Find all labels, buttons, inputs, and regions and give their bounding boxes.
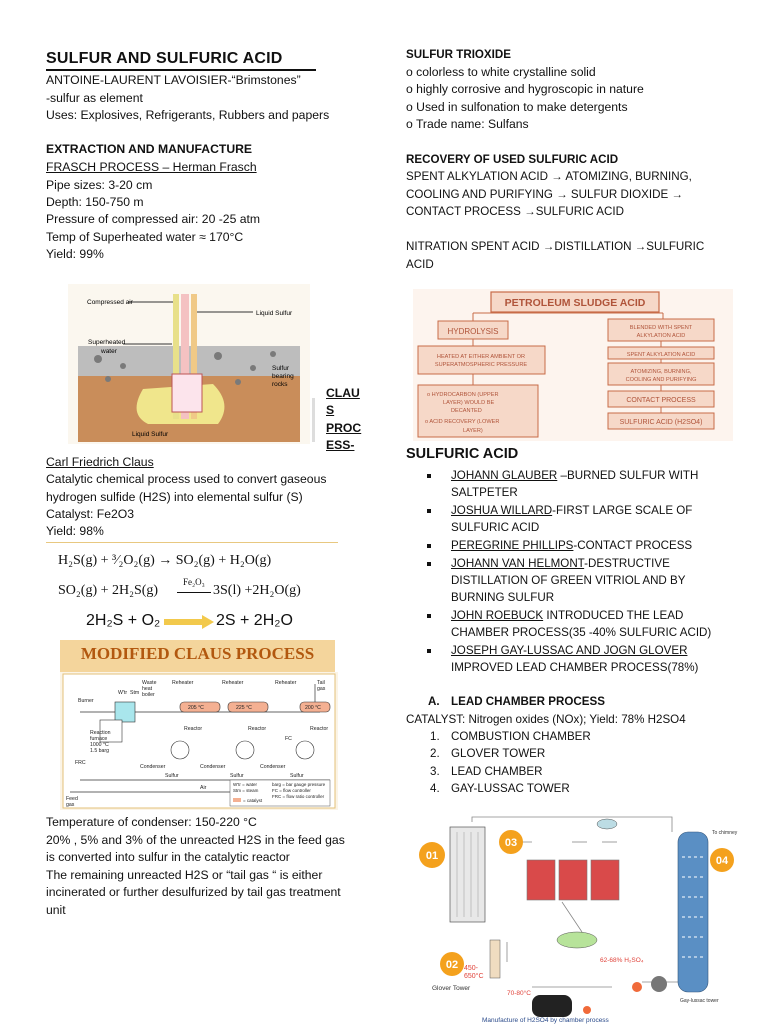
history-item-5-cont: CHAMBER PROCESS(35 -40% SULFURIC ACID) bbox=[451, 626, 712, 639]
flow-hc-5: LAYER) bbox=[463, 428, 483, 434]
svg-text:Reactor: Reactor bbox=[248, 726, 267, 732]
step-3-num: 3. bbox=[430, 765, 440, 778]
title-underline bbox=[46, 69, 316, 71]
svg-text:1.5 barg: 1.5 barg bbox=[90, 748, 110, 754]
bullet-marker bbox=[427, 544, 431, 548]
equation-2-right: 3S(l) +2H₂O(g) bbox=[213, 583, 301, 598]
claus-catalyst: Catalyst: Fe2O3 bbox=[46, 507, 135, 521]
svg-text:Waste: Waste bbox=[142, 680, 157, 686]
lc-glover-label: Glover Tower bbox=[432, 985, 471, 992]
recovery-line-2: COOLING AND PURIFYING → SULFUR DIOXIDE → bbox=[406, 188, 683, 201]
history-item-4-cont2: BURNING SULFUR bbox=[451, 591, 555, 604]
flow-blended-1: BLENDED WITH SPENT bbox=[629, 325, 693, 331]
mc-legend-catalyst-swatch bbox=[233, 798, 241, 802]
lead-chamber-diagram bbox=[412, 812, 758, 1024]
claus-side-3: PROC bbox=[326, 421, 362, 435]
recovery-line-3: CONTACT PROCESS →SULFURIC ACID bbox=[406, 205, 624, 218]
lead-catalyst: CATALYST: Nitrogen oxides (NOx); Yield: 78% H2SO4 bbox=[406, 713, 686, 726]
svg-text:FRC: FRC bbox=[75, 760, 86, 766]
step-2-num: 2. bbox=[430, 747, 440, 760]
flow-atomizing-2: COOLING AND PURIFYING bbox=[625, 377, 697, 383]
frasch-process-diagram bbox=[68, 284, 310, 444]
recovery-line-1: SPENT ALKYLATION ACID → ATOMIZING, BURNING, bbox=[406, 170, 692, 183]
recovery-heading: RECOVERY OF USED SULFURIC ACID bbox=[406, 153, 619, 166]
equation-3-right: 2S + 2H₂O bbox=[216, 612, 293, 629]
lc-pump-2 bbox=[583, 1006, 591, 1014]
history-item-2 bbox=[451, 502, 692, 520]
step-1-num: 1. bbox=[430, 730, 440, 743]
yellow-arrow bbox=[164, 615, 214, 629]
sludge-flowchart bbox=[413, 289, 733, 441]
step-3: LEAD CHAMBER bbox=[451, 765, 543, 778]
bullet-marker bbox=[427, 614, 431, 618]
lc-water-tank bbox=[597, 819, 617, 829]
history-item-4 bbox=[451, 555, 670, 573]
lc-badge-01-text: 01 bbox=[425, 850, 439, 862]
svg-text:boiler: boiler bbox=[142, 692, 155, 698]
depth: Depth: 150-750 m bbox=[46, 195, 144, 209]
pipe-size: Pipe sizes: 3-20 cm bbox=[46, 178, 153, 192]
sulfuric-acid-heading: SULFURIC ACID bbox=[406, 446, 519, 462]
svg-text:FC: FC bbox=[285, 736, 292, 742]
svg-text:205 °C: 205 °C bbox=[188, 705, 204, 711]
label-liquid-sulfur-out: Liquid Sulfur bbox=[256, 310, 293, 317]
svg-text:Burner: Burner bbox=[78, 698, 94, 704]
svg-text:furnace: furnace bbox=[90, 736, 108, 742]
claus-yield: Yield: 98% bbox=[46, 524, 104, 538]
flow-blended-2: ALKYLATION ACID bbox=[636, 333, 686, 339]
air-pressure: Pressure of compressed air: 20 -25 atm bbox=[46, 212, 261, 226]
flow-hc-4: o ACID RECOVERY (LOWER bbox=[425, 419, 500, 425]
flow-hc-1: o HYDROCARBON (UPPER bbox=[427, 392, 499, 398]
label-sulfur: Sulfur bbox=[272, 365, 289, 372]
modified-claus-title: MODIFIED CLAUS PROCESS bbox=[80, 644, 315, 663]
history-name: PEREGRINE PHILLIPS bbox=[451, 539, 574, 552]
history-rest: –BURNED SULFUR WITH bbox=[557, 469, 699, 482]
history-name: JOHANN VAN HELMONT bbox=[451, 557, 585, 570]
history-item-2-cont: SULFURIC ACID bbox=[451, 521, 540, 534]
history-name: JOHANN GLAUBER bbox=[451, 469, 558, 482]
para-4: incinerated or further desulfurized by tail gas treatment bbox=[46, 885, 341, 899]
equation-2-arrow bbox=[177, 592, 211, 593]
flow-hydrolysis: HYDROLYSIS bbox=[447, 327, 499, 336]
label-superheated: Superheated bbox=[88, 339, 126, 346]
svg-text:barg = bar gauge pressure: barg = bar gauge pressure bbox=[272, 782, 326, 787]
svg-text:Sulfur: Sulfur bbox=[290, 773, 304, 779]
history-item-1 bbox=[451, 467, 698, 485]
svg-text:Stm = steam: Stm = steam bbox=[233, 788, 259, 793]
lc-gay-lussac-tower bbox=[678, 832, 708, 992]
nitration-line-1: NITRATION SPENT ACID →DISTILLATION →SULFURIC bbox=[406, 240, 705, 253]
lavoisier-line: ANTOINE-LAURENT LAVOISIER-“Brimstones” bbox=[46, 73, 301, 87]
svg-text:1000 °C: 1000 °C bbox=[90, 742, 109, 748]
claus-side-4: ESS- bbox=[326, 438, 355, 452]
lc-caption: Manufacture of H2SO4 by chamber process bbox=[482, 1017, 609, 1024]
svg-text:Reactor: Reactor bbox=[310, 726, 329, 732]
so3-heading: SULFUR TRIOXIDE bbox=[406, 48, 511, 61]
mc-furnace bbox=[115, 702, 135, 722]
svg-text:Reaction: Reaction bbox=[90, 730, 111, 736]
flow-title: PETROLEUM SLUDGE ACID bbox=[504, 297, 646, 309]
para-3: The remaining unreacted H2S or “tail gas “ is either bbox=[46, 868, 323, 882]
svg-text:Feed: Feed bbox=[66, 796, 78, 802]
flow-hc-3: DECANTED bbox=[451, 408, 482, 414]
lc-chamber-2 bbox=[559, 860, 587, 900]
step-1: COMBUSTION CHAMBER bbox=[451, 730, 591, 743]
svg-text:Sulfur: Sulfur bbox=[230, 773, 244, 779]
label-compressed-air: Compressed air bbox=[87, 299, 133, 306]
flow-sulfuric: SULFURIC ACID (H2SO4) bbox=[619, 419, 703, 426]
modified-claus-diagram bbox=[60, 672, 338, 810]
lc-acid-tank bbox=[557, 932, 597, 948]
history-name: JOSHUA WILLARD bbox=[451, 504, 553, 517]
condenser-temp: Temperature of condenser: 150-220 °C bbox=[46, 815, 257, 829]
flow-atomizing-1: ATOMIZING, BURNING, bbox=[630, 369, 692, 375]
equation-2-left: SO₂(g) + 2H₂S(g) bbox=[58, 583, 159, 598]
history-item-6-cont: IMPROVED LEAD CHAMBER PROCESS(78%) bbox=[451, 661, 699, 674]
lc-temp-1: 450- bbox=[464, 965, 479, 972]
svg-text:W'tr = water: W'tr = water bbox=[233, 782, 257, 787]
history-rest: -DESTRUCTIVE bbox=[584, 557, 670, 570]
flow-heated-box bbox=[418, 346, 545, 374]
step-2: GLOVER TOWER bbox=[451, 747, 546, 760]
svg-text:Stm: Stm bbox=[130, 690, 140, 696]
lc-badge-03-text: 03 bbox=[504, 837, 518, 849]
frasch-heading: FRASCH PROCESS – Herman Frasch bbox=[46, 160, 257, 174]
label-water: water bbox=[101, 348, 117, 355]
svg-text:Air: Air bbox=[200, 785, 207, 791]
claus-desc-2: hydrogen sulfide (H2S) into elemental sulfur (S) bbox=[46, 490, 303, 504]
flow-hc-2: LAYER) WOULD BE bbox=[443, 400, 495, 406]
history-rest: INTRODUCED THE LEAD bbox=[543, 609, 684, 622]
element-line: -sulfur as element bbox=[46, 91, 143, 105]
bullet-marker bbox=[427, 649, 431, 653]
claus-side-2: S bbox=[326, 403, 335, 417]
lc-chimney-label: To chimney bbox=[712, 830, 738, 836]
lc-glover-tower bbox=[490, 940, 500, 978]
history-item-1-cont: SALTPETER bbox=[451, 486, 518, 499]
lc-combustion-chamber bbox=[450, 827, 485, 922]
history-item-5 bbox=[451, 607, 683, 625]
svg-text:200 °C: 200 °C bbox=[305, 705, 321, 711]
para-2: is converted into sulfur in the catalytic reactor bbox=[46, 850, 290, 864]
history-name: JOSEPH GAY-LUSSAC AND JOGN GLOVER bbox=[451, 644, 688, 657]
lc-chamber-1 bbox=[527, 860, 555, 900]
equation-3-left: 2H₂S + O₂ bbox=[86, 612, 161, 629]
lc-chamber-3 bbox=[591, 860, 619, 900]
so3-prop-1: o colorless to white crystalline solid bbox=[406, 65, 596, 79]
svg-text:FC = flow controller: FC = flow controller bbox=[272, 788, 311, 793]
frasch-yield: Yield: 99% bbox=[46, 247, 104, 261]
lc-acid-label: 62-68% H₂SO₄ bbox=[600, 957, 644, 964]
svg-text:= catalyst: = catalyst bbox=[243, 798, 263, 803]
svg-text:heat: heat bbox=[142, 686, 153, 692]
flow-heated-1: HEATED AT EITHER AMBIENT OR bbox=[436, 354, 526, 360]
svg-text:Reheater: Reheater bbox=[222, 680, 244, 686]
label-rocks: rocks bbox=[272, 381, 288, 388]
label-bearing: bearing bbox=[272, 373, 294, 380]
svg-text:gas: gas bbox=[317, 686, 326, 692]
svg-text:Reactor: Reactor bbox=[184, 726, 203, 732]
history-item-3 bbox=[451, 537, 692, 555]
lc-badge-04-text: 04 bbox=[715, 855, 729, 867]
equation-2-catalyst: Fe₂O₃ bbox=[183, 577, 205, 587]
para-1: 20% , 5% and 3% of the unreacted H2S in the feed gas bbox=[46, 833, 345, 847]
lc-fan bbox=[651, 976, 667, 992]
lc-storage-tank bbox=[532, 995, 572, 1017]
bullet-marker bbox=[427, 509, 431, 513]
step-4: GAY-LUSSAC TOWER bbox=[451, 782, 570, 795]
para-5: unit bbox=[46, 903, 66, 917]
history-item-4-cont: DISTILLATION OF GREEN VITRIOL AND BY bbox=[451, 574, 686, 587]
nitration-line-2: ACID bbox=[406, 258, 434, 271]
svg-text:Tail: Tail bbox=[317, 680, 325, 686]
page-title: SULFUR AND SULFURIC ACID bbox=[46, 50, 283, 67]
equation-1: H₂S(g) + ³⁄₂O₂(g) → SO₂(g) + H₂O(g) bbox=[58, 553, 272, 568]
svg-text:Condenser: Condenser bbox=[200, 764, 226, 770]
bullet-marker bbox=[427, 474, 431, 478]
svg-text:W'tr: W'tr bbox=[118, 690, 128, 696]
label-liquid-sulfur-bottom: Liquid Sulfur bbox=[132, 431, 169, 438]
history-rest: -FIRST LARGE SCALE OF bbox=[552, 504, 693, 517]
uses-line: Uses: Explosives, Refrigerants, Rubbers and papers bbox=[46, 108, 330, 122]
flow-heated-2: SUPERATMOSPHERIC PRESSURE bbox=[434, 362, 528, 368]
lead-label: A. bbox=[428, 695, 440, 708]
pipe-head bbox=[172, 374, 202, 412]
svg-text:Reheater: Reheater bbox=[172, 680, 194, 686]
so3-prop-3: o Used in sulfonation to make detergents bbox=[406, 100, 628, 114]
svg-text:Sulfur: Sulfur bbox=[165, 773, 179, 779]
flow-contact: CONTACT PROCESS bbox=[626, 397, 696, 404]
lead-heading: LEAD CHAMBER PROCESS bbox=[451, 695, 605, 708]
svg-text:FRC = flow ratio controller: FRC = flow ratio controller bbox=[272, 794, 325, 799]
claus-side-1: CLAU bbox=[326, 386, 360, 400]
claus-name: Carl Friedrich Claus bbox=[46, 455, 154, 469]
so3-prop-2: o highly corrosive and hygroscopic in nature bbox=[406, 82, 644, 96]
claus-side-bar bbox=[312, 398, 315, 442]
modified-claus-banner bbox=[60, 640, 335, 672]
svg-text:gas: gas bbox=[66, 802, 75, 808]
svg-text:Condenser: Condenser bbox=[260, 764, 286, 770]
history-rest: -CONTACT PROCESS bbox=[573, 539, 693, 552]
svg-text:Condenser: Condenser bbox=[140, 764, 166, 770]
extraction-heading: EXTRACTION AND MANUFACTURE bbox=[46, 142, 253, 156]
svg-text:Reheater: Reheater bbox=[275, 680, 297, 686]
equation-rule bbox=[46, 542, 338, 543]
lc-temp-2: 650°C bbox=[464, 973, 484, 980]
flow-spent: SPENT ALKYLATION ACID bbox=[626, 352, 696, 358]
lc-pump-1 bbox=[632, 982, 642, 992]
so3-prop-4: o Trade name: Sulfans bbox=[406, 117, 529, 131]
lc-badge-02-text: 02 bbox=[445, 959, 459, 971]
water-temp: Temp of Superheated water ≈ 170°C bbox=[46, 230, 244, 244]
history-item-6 bbox=[451, 642, 687, 660]
lc-gay-lussac-label: Gay-lussac tower bbox=[680, 998, 719, 1004]
claus-desc-1: Catalytic chemical process used to convert gaseous bbox=[46, 472, 327, 486]
svg-text:225 °C: 225 °C bbox=[236, 705, 252, 711]
bullet-marker bbox=[427, 562, 431, 566]
step-4-num: 4. bbox=[430, 782, 440, 795]
lc-temp-3: 70-80°C bbox=[507, 990, 531, 997]
history-name: JOHN ROEBUCK bbox=[451, 609, 544, 622]
